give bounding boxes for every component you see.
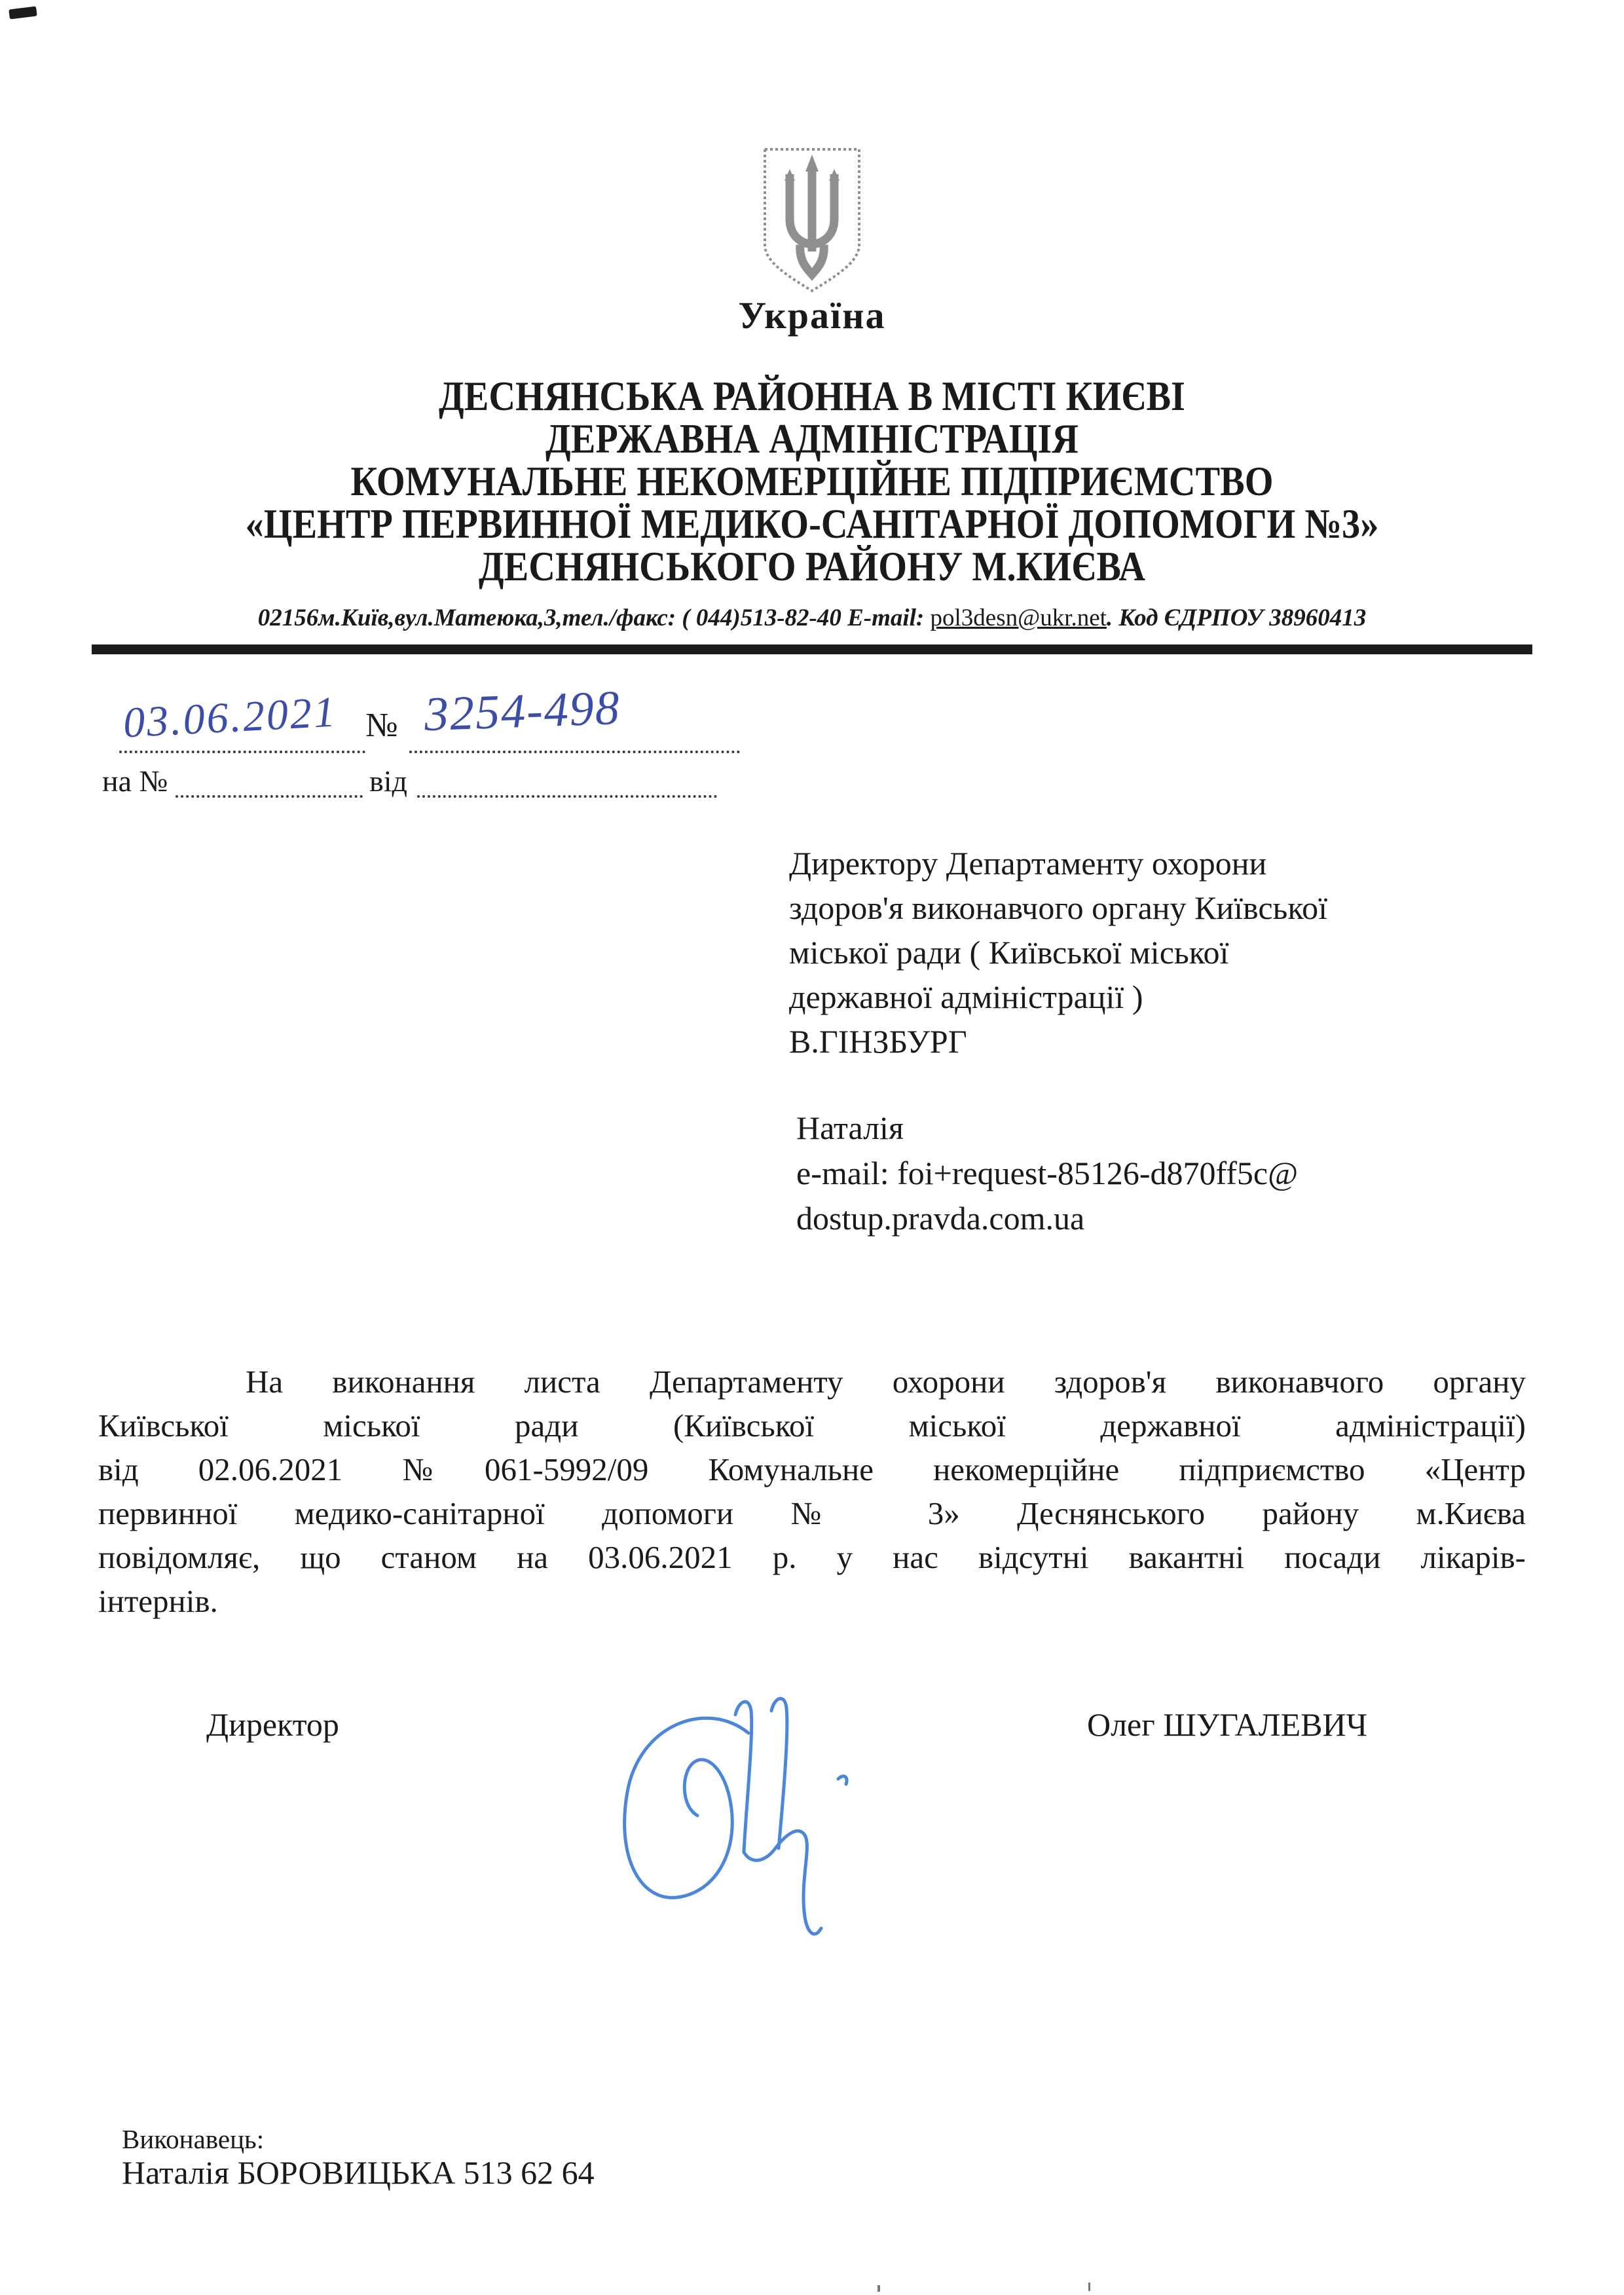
org-line: КОМУНАЛЬНЕ НЕКОМЕРЦІЙНЕ ПІДПРИЄМСТВО [350, 458, 1274, 504]
recipient-line: Директору Департаменту охорони [789, 845, 1267, 882]
org-line: ДЕСНЯНСЬКОГО РАЙОНУ М.КИЄВА [478, 543, 1146, 589]
executor-name-phone: Наталія БОРОВИЦЬКА 513 62 64 [122, 2154, 595, 2191]
body-line: первинної медико-санітарної допомоги № 3» Деснянського району м.Києва [98, 1495, 1526, 1531]
letter-body [98, 1360, 1526, 1623]
body-line: повідомляє, що станом на 03.06.2021 р. у нас відсутні вакантні посади лікарів- [98, 1539, 1526, 1575]
handwritten-date: 03.06.2021 [122, 688, 339, 747]
handwritten-number: 3254-498 [423, 681, 621, 742]
organization-header [98, 375, 1526, 588]
org-line: ДЕРЖАВНА АДМІНІСТРАЦІЯ [545, 415, 1079, 462]
org-email: pol3desn@ukr.net [930, 605, 1107, 631]
scan-speck [877, 2285, 880, 2292]
executor-label: Виконавець: [122, 2124, 265, 2154]
scan-artifact [9, 6, 37, 19]
org-line: «ЦЕНТР ПЕРВИННОЇ МЕДИКО-САНІТАРНОЇ ДОПОМОГИ №3» [245, 500, 1379, 547]
address-prefix: 02156м.Київ,вул.Матеюка,3,тел./факс: ( 044)513-82-40 E-mail: [257, 605, 931, 631]
requester-name: Наталія [796, 1110, 904, 1146]
recipient-block [789, 841, 1509, 1064]
body-line: На виконання листа Департаменту охорони здоров'я виконавчого органу [246, 1364, 1526, 1400]
reply-date-underline [417, 795, 717, 798]
org-address-line [59, 604, 1565, 632]
body-line: інтернів. [98, 1583, 218, 1619]
requester-email-line: dostup.pravda.com.ua [796, 1200, 1085, 1237]
address-suffix: . Код ЄДРПОУ 38960413 [1106, 605, 1367, 631]
scan-speck [1088, 2283, 1090, 2291]
recipient-name: В.ГІНЗБУРГ [789, 1023, 967, 1060]
number-underline [409, 751, 740, 753]
recipient-line: міської ради ( Київської міської [789, 934, 1229, 971]
signer-name: Олег ШУГАЛЕВИЧ [1087, 1706, 1368, 1743]
reply-to-date-label: від [369, 764, 407, 798]
reply-number-underline [175, 795, 363, 798]
requester-email-line: e-mail: foi+request-85126-d870ff5c@ [796, 1155, 1299, 1191]
body-line: Київської міської ради (Київської міської державної адміністрації) [98, 1408, 1526, 1444]
org-line: ДЕСНЯНСЬКА РАЙОННА В МІСТІ КИЄВІ [439, 373, 1185, 419]
body-line: від 02.06.2021 №061-5992/09 Комунальне некомерційне підприємство «Центр [98, 1451, 1526, 1487]
recipient-line: здоров'я виконавчого органу Київської [789, 889, 1327, 926]
requester-contact-block [796, 1106, 1549, 1241]
reply-to-number-label: на № [102, 764, 168, 798]
recipient-line: державної адміністрації ) [789, 979, 1143, 1015]
country-name: Україна [738, 294, 886, 337]
ukraine-trident-emblem [760, 145, 864, 297]
signer-title: Директор [206, 1706, 339, 1743]
header-divider-bar [92, 644, 1532, 654]
number-sign: № [365, 707, 398, 744]
handwritten-signature [581, 1687, 889, 1949]
date-underline [119, 751, 365, 753]
